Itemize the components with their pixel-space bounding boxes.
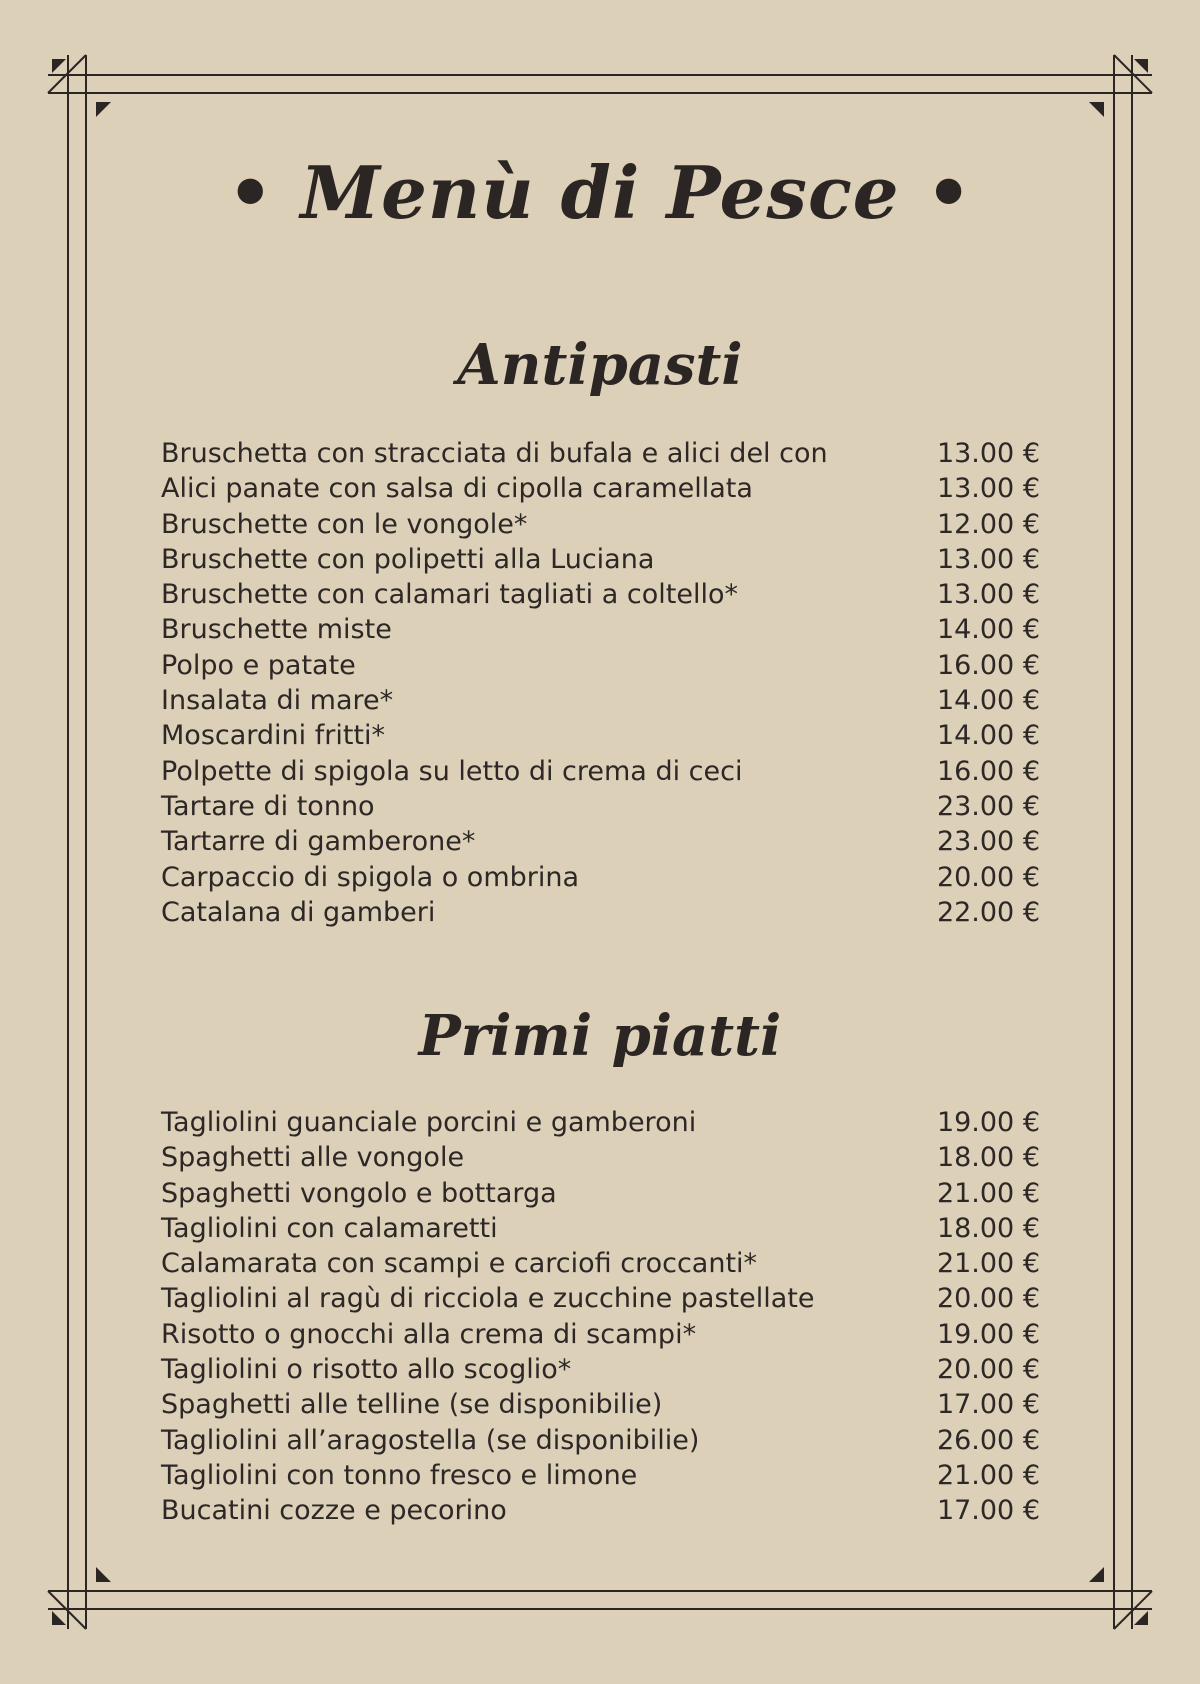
menu-item (161, 718, 1040, 753)
item-name: Spaghetti vongolo e bottarga (161, 1177, 557, 1209)
menu-item (161, 824, 1040, 859)
item-price: 22.00 € (936, 896, 1040, 928)
item-price: 13.00 € (936, 579, 1040, 611)
menu-item (161, 1423, 1040, 1458)
primi-piatti-list (161, 1105, 1040, 1529)
item-name: Tagliolini con tonno fresco e limone (161, 1459, 638, 1491)
menu-item (161, 1458, 1040, 1493)
item-price: 14.00 € (936, 614, 1040, 646)
menu-item (161, 436, 1040, 471)
menu-item (161, 895, 1040, 930)
menu-item (161, 1281, 1040, 1316)
menu-item (161, 1140, 1040, 1175)
item-name: Tagliolini guanciale porcini e gamberoni (161, 1107, 697, 1138)
item-name: Bruschette con polipetti alla Luciana (161, 543, 655, 575)
item-price: 13.00 € (936, 543, 1040, 575)
item-name: Alici panate con salsa di cipolla caramellata (161, 473, 753, 505)
item-name: Spaghetti alle telline (se disponibilie) (161, 1389, 663, 1421)
item-name: Bruschette miste (161, 614, 392, 646)
item-price: 21.00 € (936, 1459, 1040, 1491)
menu-item (161, 1317, 1040, 1352)
item-name: Carpaccio di spigola o ombrina (161, 861, 580, 893)
menu-item (161, 542, 1040, 577)
item-price: 12.00 € (936, 508, 1040, 540)
menu-item (161, 1176, 1040, 1211)
item-price: 20.00 € (936, 1283, 1040, 1315)
menu-item (161, 1352, 1040, 1387)
menu-item (161, 860, 1040, 895)
item-price: 17.00 € (936, 1495, 1040, 1527)
antipasti-list (161, 436, 1040, 930)
menu-title: • Menù di Pesce • (227, 150, 973, 235)
item-price: 18.00 € (936, 1212, 1040, 1244)
item-price: 16.00 € (936, 755, 1040, 787)
menu-item (161, 1105, 1040, 1140)
item-name: Tagliolini o risotto allo scoglio* (161, 1354, 572, 1386)
item-price: 21.00 € (936, 1248, 1040, 1280)
item-name: Polpette di spigola su letto di crema di ceci (161, 755, 743, 787)
item-price: 19.00 € (936, 1107, 1040, 1138)
item-price: 20.00 € (936, 1354, 1040, 1386)
item-name: Risotto o gnocchi alla crema di scampi* (161, 1318, 697, 1350)
menu-item (161, 612, 1040, 647)
item-name: Calamarata con scampi e carciofi croccanti* (161, 1248, 758, 1280)
item-price: 20.00 € (936, 861, 1040, 893)
item-name: Tartarre di gamberone* (161, 826, 476, 858)
item-price: 23.00 € (936, 826, 1040, 858)
item-price: 18.00 € (936, 1142, 1040, 1174)
section-title-primi-piatti: Primi piatti (418, 1003, 782, 1069)
item-name: Polpo e patate (161, 649, 356, 681)
item-price: 19.00 € (936, 1318, 1040, 1350)
item-price: 13.00 € (936, 438, 1040, 469)
item-name: Bucatini cozze e pecorino (161, 1495, 507, 1527)
item-name: Bruschetta con stracciata di bufala e alici del con (161, 438, 828, 469)
item-price: 14.00 € (936, 685, 1040, 717)
menu-item (161, 1246, 1040, 1281)
item-price: 16.00 € (936, 649, 1040, 681)
item-name: Bruschette con calamari tagliati a coltello* (161, 579, 738, 611)
menu-item (161, 1493, 1040, 1528)
item-name: Tagliolini al ragù di ricciola e zucchine pastellate (161, 1283, 815, 1315)
menu-item (161, 577, 1040, 612)
item-name: Bruschette con le vongole* (161, 508, 528, 540)
menu-item (161, 471, 1040, 506)
item-name: Spaghetti alle vongole (161, 1142, 465, 1174)
item-name: Catalana di gamberi (161, 896, 436, 928)
item-price: 21.00 € (936, 1177, 1040, 1209)
menu-item (161, 683, 1040, 718)
item-name: Tartare di tonno (161, 790, 375, 822)
item-name: Tagliolini con calamaretti (161, 1212, 498, 1244)
item-price: 14.00 € (936, 720, 1040, 752)
menu-item (161, 789, 1040, 824)
menu-item (161, 1387, 1040, 1422)
menu-item (161, 648, 1040, 683)
menu-item (161, 507, 1040, 542)
item-name: Insalata di mare* (161, 685, 394, 717)
item-price: 23.00 € (936, 790, 1040, 822)
item-price: 26.00 € (936, 1424, 1040, 1456)
item-price: 17.00 € (936, 1389, 1040, 1421)
menu-item (161, 1211, 1040, 1246)
item-name: Moscardini fritti* (161, 720, 386, 752)
section-title-antipasti: Antipasti (457, 332, 743, 398)
item-price: 13.00 € (936, 473, 1040, 505)
item-name: Tagliolini all’aragostella (se disponibilie) (161, 1424, 700, 1456)
menu-item (161, 754, 1040, 789)
